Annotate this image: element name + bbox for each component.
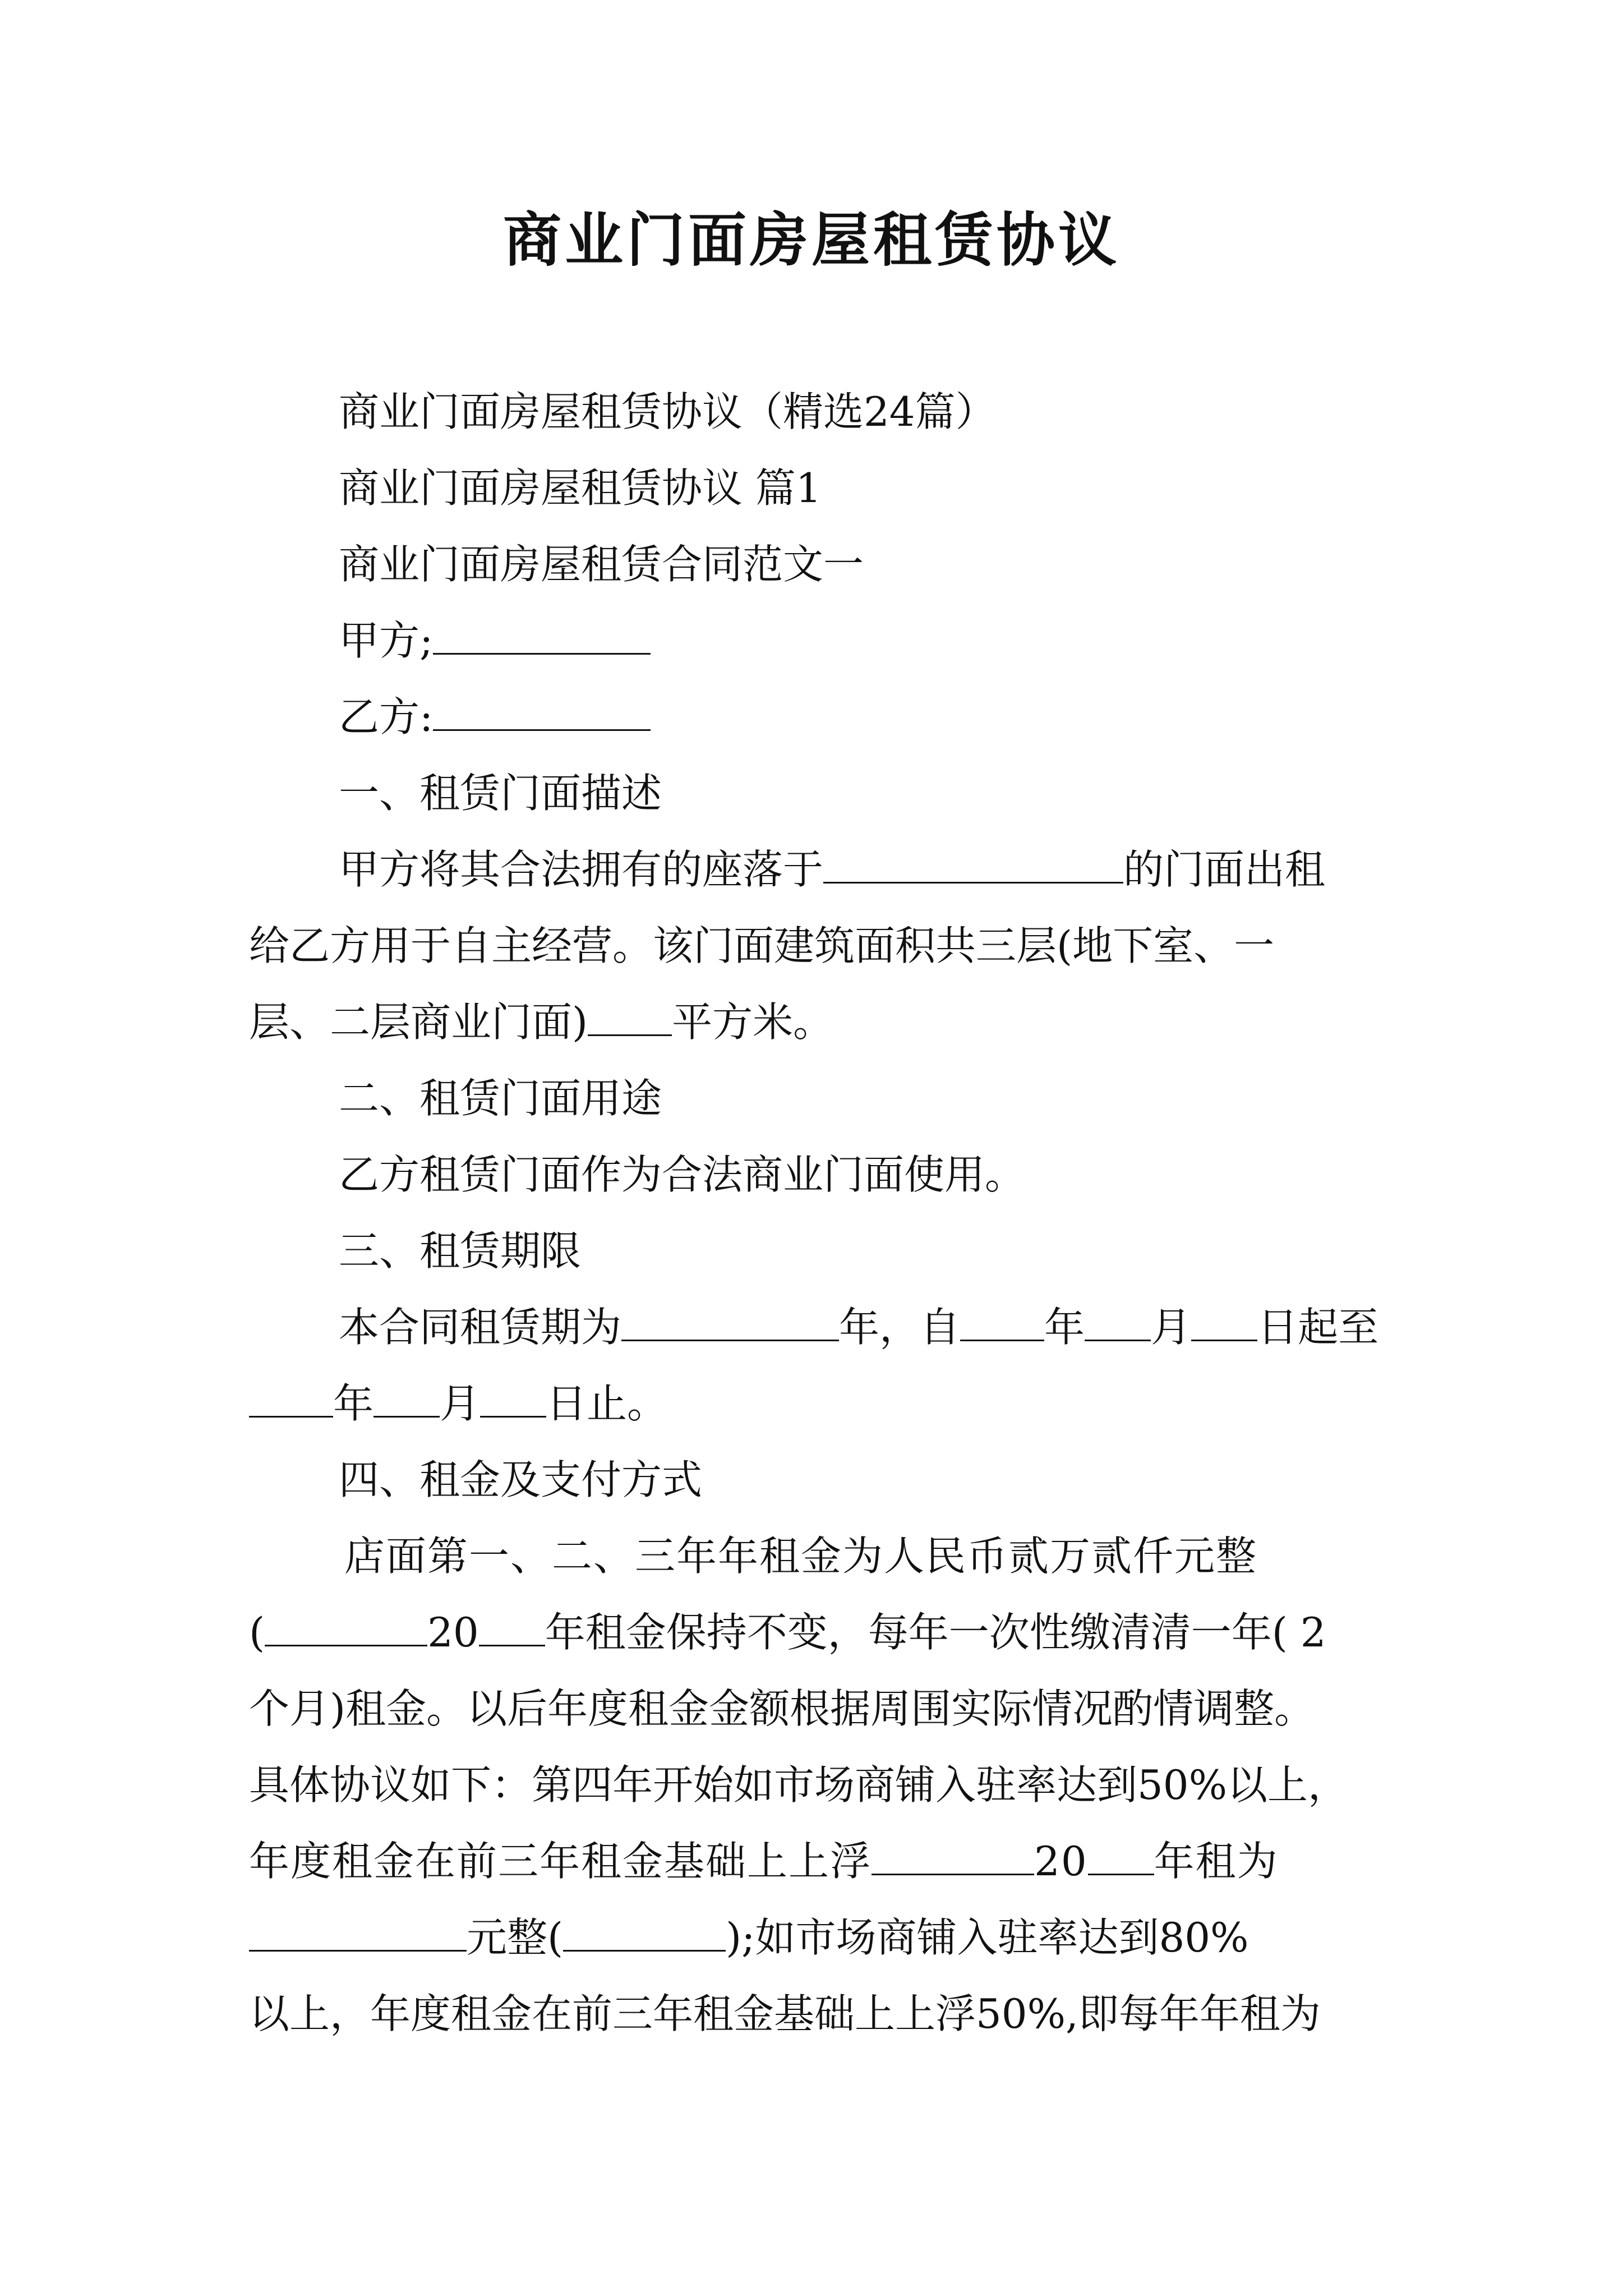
end-day-blank <box>480 1383 546 1418</box>
rent-blank-1 <box>265 1612 427 1646</box>
text-segment: 月 <box>440 1380 481 1427</box>
text-segment: 20 <box>427 1609 479 1656</box>
sample-heading <box>339 531 864 598</box>
party-a-label: 甲方; <box>339 617 434 664</box>
section-1-paragraph-line-3 <box>249 988 833 1056</box>
annual-rent-words-blank <box>563 1917 726 1952</box>
section-1-heading <box>339 760 662 827</box>
text-segment: 个月)租金。以后年度租金金额根据周围实际情况酌情调整。 <box>249 1685 1315 1732</box>
section-4-paragraph-line-3 <box>249 1675 1315 1742</box>
section-1-heading-text: 一、租赁门面描述 <box>339 770 662 817</box>
section-3-paragraph-line-2 <box>249 1370 667 1437</box>
party-a-line <box>339 607 651 674</box>
section-4-paragraph-line-2 <box>249 1599 1326 1666</box>
section-4-paragraph-line-1 <box>344 1522 1257 1590</box>
subtitle-text: 商业门面房屋租赁协议（精选24篇） <box>339 388 996 435</box>
end-year-blank <box>249 1383 333 1418</box>
annual-rent-blank <box>249 1917 467 1952</box>
location-blank <box>823 849 1123 884</box>
sample-heading-text: 商业门面房屋租赁合同范文一 <box>339 541 864 588</box>
text-segment: 具体协议如下：第四年开始如市场商铺入驻率达到50%以上， <box>249 1761 1349 1809</box>
section-4-paragraph-line-4 <box>249 1751 1348 1819</box>
year-blank-1 <box>479 1612 545 1646</box>
party-b-label: 乙方: <box>339 693 434 740</box>
text-segment: 年 <box>333 1380 374 1427</box>
start-day-blank <box>1191 1307 1257 1341</box>
text-segment: 元整( <box>467 1914 564 1961</box>
text-segment: 日起至 <box>1257 1304 1379 1351</box>
chapter-line <box>339 454 822 522</box>
text-segment: 给乙方用于自主经营。该门面建筑面积共三层(地下室、一 <box>249 922 1275 969</box>
text-segment: 年，自 <box>839 1304 961 1351</box>
text-segment: 年度租金在前三年租金基础上上浮 <box>249 1838 872 1885</box>
area-blank <box>588 1002 672 1036</box>
text-segment: 20 <box>1034 1838 1088 1885</box>
section-2-heading-text: 二、租赁门面用途 <box>339 1075 662 1122</box>
text-segment: 年 <box>1044 1304 1085 1351</box>
party-a-blank <box>433 620 651 655</box>
section-4-paragraph-line-6 <box>249 1904 1248 1971</box>
chapter-text: 商业门面房屋租赁协议 篇1 <box>339 464 822 512</box>
party-b-line <box>339 683 651 751</box>
end-month-blank <box>374 1383 440 1418</box>
subtitle-line <box>339 378 996 445</box>
section-4-heading-text: 四、租金及支付方式 <box>339 1456 703 1503</box>
text-segment: 以上，年度租金在前三年租金基础上上浮50%,即每年年租为 <box>249 1990 1321 2037</box>
text-segment: 本合同租赁期为 <box>339 1304 622 1351</box>
start-year-blank <box>960 1307 1044 1341</box>
text-segment: 店面第一、二、三年年租金为人民币贰万贰仟元整 <box>344 1533 1258 1580</box>
section-4-paragraph-line-7 <box>249 1980 1321 2047</box>
section-3-heading-text: 三、租赁期限 <box>339 1227 582 1274</box>
section-2-heading <box>339 1065 662 1132</box>
section-3-paragraph-line-1 <box>339 1294 1378 1361</box>
text-segment: 日止。 <box>546 1380 668 1427</box>
text-segment: 的门面出租 <box>1123 846 1326 893</box>
text-segment: 层、二层商业门面) <box>249 999 588 1046</box>
text-segment: 乙方租赁门面作为合法商业门面使用。 <box>339 1151 1026 1198</box>
text-segment: 甲方将其合法拥有的座落于 <box>339 846 824 893</box>
text-segment: 月 <box>1151 1304 1192 1351</box>
section-4-paragraph-line-5 <box>249 1828 1279 1895</box>
party-b-blank <box>433 697 651 731</box>
text-segment: 平方米。 <box>672 999 834 1046</box>
start-month-blank <box>1085 1307 1151 1341</box>
increase-blank <box>872 1841 1034 1875</box>
section-3-heading <box>339 1217 581 1285</box>
document-title: 商业门面房屋租赁协议 <box>502 205 1120 274</box>
section-2-paragraph <box>339 1141 1025 1208</box>
text-segment: 年租金保持不变，每年一次性缴清清一年( 2 <box>545 1609 1326 1656</box>
text-segment: 年租为 <box>1154 1838 1279 1885</box>
text-segment: );如市场商铺入驻率达到80% <box>726 1914 1249 1961</box>
term-years-blank <box>621 1307 839 1341</box>
section-4-heading <box>339 1446 702 1513</box>
text-segment: ( <box>249 1609 265 1656</box>
section-1-paragraph-line-1 <box>339 836 1325 903</box>
section-1-paragraph-line-2 <box>249 912 1274 979</box>
year-blank-2 <box>1088 1841 1154 1875</box>
